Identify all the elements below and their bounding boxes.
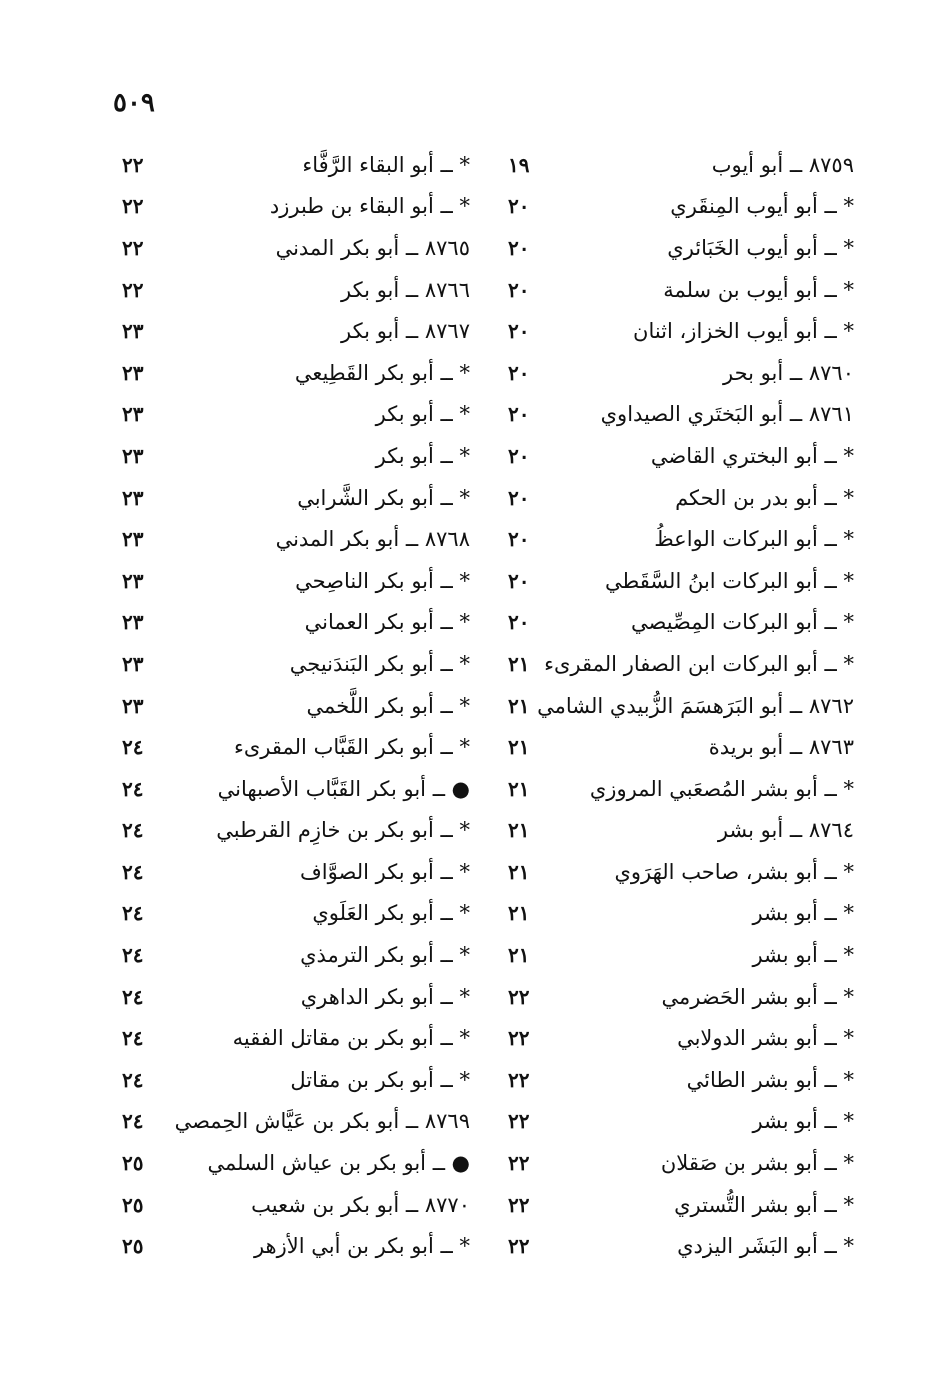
entry-page-number: ٢٤ bbox=[122, 984, 144, 1009]
entry-name: * ــ أبو بشر الحَضرمي bbox=[661, 984, 854, 1009]
index-entry bbox=[108, 518, 470, 560]
entry-name: * ــ أبو البَشَر اليزدي bbox=[677, 1234, 854, 1259]
entry-name: * ــ أبو بشر bbox=[752, 901, 854, 926]
entry-page-number: ٢٠ bbox=[508, 319, 530, 344]
entry-page-number: ٢٤ bbox=[122, 943, 144, 968]
entry-name: * ــ أبو البركات الواعظُ bbox=[654, 527, 854, 552]
index-entry bbox=[108, 310, 470, 352]
entry-name: * ــ أبو بشر التُّستري bbox=[674, 1192, 854, 1217]
index-entry bbox=[108, 1017, 470, 1059]
entry-name: ٨٧٦٩ ــ أبو بكر بن عَيَّاش الحِمصي bbox=[174, 1109, 470, 1134]
index-entry bbox=[108, 227, 470, 269]
entry-page-number: ٢٠ bbox=[508, 610, 530, 635]
index-entry bbox=[108, 1059, 470, 1101]
entry-page-number: ٢١ bbox=[508, 901, 530, 926]
index-entry bbox=[494, 394, 854, 436]
entry-page-number: ١٩ bbox=[508, 152, 530, 177]
entry-page-number: ٢٣ bbox=[122, 527, 144, 552]
index-entry bbox=[108, 352, 470, 394]
index-entry bbox=[494, 726, 854, 768]
index-entry bbox=[108, 643, 470, 685]
index-entry bbox=[494, 352, 854, 394]
entry-page-number: ٢٢ bbox=[122, 277, 144, 302]
entry-name: * ــ أبو بكر الداهري bbox=[300, 984, 470, 1009]
entry-page-number: ٢١ bbox=[508, 859, 530, 884]
index-entry bbox=[108, 726, 470, 768]
index-entry bbox=[108, 144, 470, 186]
entry-name: * ــ أبو البقاء بن طبرزد bbox=[269, 194, 470, 219]
index-column-right bbox=[494, 144, 854, 1267]
entry-page-number: ٢٤ bbox=[122, 735, 144, 760]
index-entry bbox=[494, 269, 854, 311]
entry-name: * ــ أبو بشر، صاحب الهَرَوي bbox=[614, 859, 854, 884]
index-entry bbox=[108, 768, 470, 810]
entry-name: ٨٧٦٠ ــ أبو بحر bbox=[723, 360, 854, 385]
entry-name: * ــ أبو بكر bbox=[375, 402, 470, 427]
index-entry bbox=[108, 602, 470, 644]
entry-name: * ــ أبو بشر المُصعَبي المروزي bbox=[589, 776, 854, 801]
entry-page-number: ٢٤ bbox=[122, 859, 144, 884]
index-entry bbox=[108, 1225, 470, 1267]
entry-page-number: ٢٠ bbox=[508, 194, 530, 219]
index-entry bbox=[108, 560, 470, 602]
entry-name: * ــ أبو بكر الشَّرابي bbox=[297, 485, 470, 510]
entry-name: * ــ أبو بكر العماني bbox=[304, 610, 470, 635]
index-entry bbox=[108, 1142, 470, 1184]
entry-page-number: ٢١ bbox=[508, 818, 530, 843]
entry-page-number: ٢٠ bbox=[508, 360, 530, 385]
entry-page-number: ٢٣ bbox=[122, 610, 144, 635]
entry-name: ٨٧٦٦ ــ أبو بكر bbox=[340, 277, 470, 302]
entry-name: * ــ أبو البركات المِصِّيصي bbox=[631, 610, 854, 635]
entry-page-number: ٢٣ bbox=[122, 360, 144, 385]
entry-name: ٨٧٦٥ ــ أبو بكر المدني bbox=[275, 235, 470, 260]
entry-name: * ــ أبو أيوب الخزاز، اثنان bbox=[633, 319, 854, 344]
entry-name: * ــ أبو بكر اللَّخمي bbox=[306, 693, 470, 718]
entry-page-number: ٢٣ bbox=[122, 402, 144, 427]
entry-page-number: ٢٢ bbox=[508, 1151, 530, 1176]
index-entry bbox=[108, 976, 470, 1018]
entry-name: * ــ أبو بكر القَبَّاب المقرىء bbox=[234, 735, 470, 760]
index-entry bbox=[494, 685, 854, 727]
entry-page-number: ٢٥ bbox=[122, 1234, 144, 1259]
index-entry bbox=[494, 1184, 854, 1226]
index-column-left bbox=[108, 144, 470, 1267]
entry-page-number: ٢٢ bbox=[122, 152, 144, 177]
index-entry bbox=[494, 602, 854, 644]
entry-page-number: ٢٠ bbox=[508, 527, 530, 552]
index-entry bbox=[108, 685, 470, 727]
index-entry bbox=[108, 394, 470, 436]
index-entry bbox=[494, 643, 854, 685]
entry-name: * ــ أبو بكر الناصِحي bbox=[295, 568, 470, 593]
entry-page-number: ٢٣ bbox=[122, 568, 144, 593]
index-entry bbox=[108, 810, 470, 852]
index-entry bbox=[494, 518, 854, 560]
index-entry bbox=[108, 1101, 470, 1143]
entry-page-number: ٢١ bbox=[508, 693, 530, 718]
index-entry bbox=[108, 477, 470, 519]
index-entry bbox=[494, 810, 854, 852]
entry-page-number: ٢٤ bbox=[122, 1109, 144, 1134]
entry-name: * ــ أبو بشر الطائي bbox=[686, 1067, 854, 1092]
index-entry bbox=[494, 477, 854, 519]
entry-page-number: ٢٠ bbox=[508, 568, 530, 593]
entry-page-number: ٢٢ bbox=[508, 984, 530, 1009]
entry-name: * ــ أبو بشر بن صَقلان bbox=[660, 1151, 854, 1176]
index-entry bbox=[494, 1142, 854, 1184]
entry-page-number: ٢٣ bbox=[122, 651, 144, 676]
entry-name: ٨٧٦٨ ــ أبو بكر المدني bbox=[275, 527, 470, 552]
entry-page-number: ٢٢ bbox=[122, 235, 144, 260]
entry-page-number: ٢٢ bbox=[508, 1234, 530, 1259]
entry-name: ٨٧٦٢ ــ أبو البَرَهسَمَ الزُّبيدي الشامي bbox=[537, 693, 854, 718]
entry-page-number: ٢٤ bbox=[122, 1026, 144, 1051]
entry-page-number: ٢٥ bbox=[122, 1192, 144, 1217]
entry-page-number: ٢٤ bbox=[122, 901, 144, 926]
entry-page-number: ٢١ bbox=[508, 943, 530, 968]
page-number: ٥٠٩ bbox=[113, 88, 155, 118]
entry-name: * ــ أبو بكر بن مقاتل bbox=[290, 1067, 470, 1092]
entry-name: * ــ أبو بشر الدولابي bbox=[677, 1026, 854, 1051]
entry-name: ● ــ أبو بكر القَبَّاب الأصبهاني bbox=[217, 776, 470, 801]
entry-name: ٨٧٧٠ ــ أبو بكر بن شعيب bbox=[251, 1192, 470, 1217]
entry-page-number: ٢٣ bbox=[122, 319, 144, 344]
entry-name: ٨٧٦١ ــ أبو البَختَري الصيداوي bbox=[600, 402, 854, 427]
index-entry bbox=[494, 1225, 854, 1267]
entry-name: * ــ أبو بكر بن مقاتل الفقيه bbox=[232, 1026, 470, 1051]
entry-name: * ــ أبو بكر بن خازِم القرطبي bbox=[216, 818, 470, 843]
entry-name: * ــ أبو البقاء الرَّفَّاء bbox=[302, 152, 470, 177]
entry-name: ٨٧٦٤ ــ أبو بشر bbox=[717, 818, 854, 843]
entry-page-number: ٢٠ bbox=[508, 402, 530, 427]
entry-name: * ــ أبو بكر bbox=[375, 443, 470, 468]
index-entry bbox=[494, 1059, 854, 1101]
entry-page-number: ٢٥ bbox=[122, 1151, 144, 1176]
entry-name: * ــ أبو البختري القاضي bbox=[650, 443, 854, 468]
entry-name: ٨٧٦٧ ــ أبو بكر bbox=[340, 319, 470, 344]
entry-page-number: ٢٤ bbox=[122, 818, 144, 843]
entry-page-number: ٢٣ bbox=[122, 485, 144, 510]
index-entry bbox=[494, 227, 854, 269]
entry-name: ٨٧٦٣ ــ أبو بريدة bbox=[708, 735, 854, 760]
entry-name: * ــ أبو بكر بن أبي الأزهر bbox=[253, 1234, 470, 1259]
entry-page-number: ٢٢ bbox=[508, 1109, 530, 1134]
entry-name: * ــ أبو بشر bbox=[752, 1109, 854, 1134]
entry-name: * ــ أبو أيوب بن سلمة bbox=[663, 277, 854, 302]
entry-page-number: ٢١ bbox=[508, 776, 530, 801]
entry-name: ٨٧٥٩ ــ أبو أيوب bbox=[711, 152, 854, 177]
entry-name: * ــ أبو البركات ابنُ السَّقَطي bbox=[604, 568, 854, 593]
entry-page-number: ٢٠ bbox=[508, 235, 530, 260]
entry-name: * ــ أبو بكر الترمذي bbox=[300, 943, 470, 968]
entry-page-number: ٢٠ bbox=[508, 443, 530, 468]
index-entry bbox=[494, 435, 854, 477]
index-entry bbox=[108, 893, 470, 935]
entry-name: * ــ أبو أيوب الخَبَائري bbox=[667, 235, 854, 260]
index-entry bbox=[494, 976, 854, 1018]
index-entry bbox=[494, 851, 854, 893]
entry-page-number: ٢١ bbox=[508, 735, 530, 760]
index-entry bbox=[494, 1101, 854, 1143]
index-entry bbox=[108, 1184, 470, 1226]
entry-page-number: ٢٤ bbox=[122, 776, 144, 801]
entry-page-number: ٢٠ bbox=[508, 485, 530, 510]
index-entry bbox=[494, 1017, 854, 1059]
entry-page-number: ٢١ bbox=[508, 651, 530, 676]
entry-name: * ــ أبو بشر bbox=[752, 943, 854, 968]
index-entry bbox=[108, 851, 470, 893]
entry-name: * ــ أبو البركات ابن الصفار المقرىء bbox=[544, 651, 854, 676]
index-entry bbox=[494, 560, 854, 602]
entry-page-number: ٢٠ bbox=[508, 277, 530, 302]
entry-page-number: ٢٤ bbox=[122, 1067, 144, 1092]
index-entry bbox=[494, 768, 854, 810]
index-entry bbox=[108, 186, 470, 228]
entry-page-number: ٢٢ bbox=[508, 1026, 530, 1051]
index-entry bbox=[108, 934, 470, 976]
index-entry bbox=[494, 893, 854, 935]
index-entry bbox=[108, 435, 470, 477]
entry-name: * ــ أبو بدر بن الحكم bbox=[675, 485, 854, 510]
entry-page-number: ٢٢ bbox=[508, 1067, 530, 1092]
entry-name: * ــ أبو بكر الصوَّاف bbox=[300, 859, 470, 884]
entry-name: * ــ أبو أيوب المِنقَري bbox=[670, 194, 854, 219]
index-entry bbox=[494, 186, 854, 228]
entry-name: * ــ أبو بكر البَندَنيجي bbox=[289, 651, 470, 676]
index-entry bbox=[108, 269, 470, 311]
entry-name: * ــ أبو بكر القَطِيعي bbox=[294, 360, 470, 385]
index-entry bbox=[494, 144, 854, 186]
index-entry bbox=[494, 310, 854, 352]
entry-page-number: ٢٢ bbox=[508, 1192, 530, 1217]
entry-name: * ــ أبو بكر العَلَوي bbox=[312, 901, 470, 926]
entry-page-number: ٢٢ bbox=[122, 194, 144, 219]
entry-name: ● ــ أبو بكر بن عياش السلمي bbox=[207, 1151, 470, 1176]
entry-page-number: ٢٣ bbox=[122, 443, 144, 468]
entry-page-number: ٢٣ bbox=[122, 693, 144, 718]
index-entry bbox=[494, 934, 854, 976]
